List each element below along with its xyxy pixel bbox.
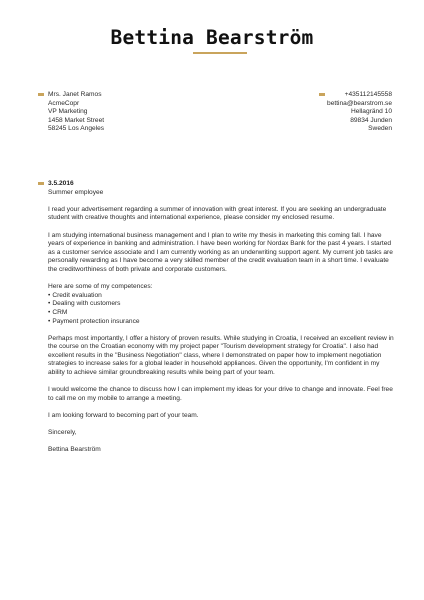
paragraph-intro: I read your advertisement regarding a summer of innovation with great interest. If you are seeking an undergraduate student with creative thoughts and international experience, please consider my enclosed resume. (48, 205, 387, 222)
recipient-company: AcmeCopr (48, 99, 80, 107)
sender-street: Hellagränd 10 (350, 108, 392, 116)
list-item: • Dealing with customers (48, 300, 398, 309)
recipient-street: 1458 Market Street (48, 116, 105, 124)
recipient-title: VP Marketing (48, 108, 88, 116)
sender-city: 89834 Junden (350, 116, 392, 124)
applicant-name: Bettina Bearström (110, 26, 314, 49)
recipient-address (48, 91, 104, 134)
paragraph-meeting: I would welcome the chance to discuss how I can implement my ideas for your drive to change and innovate. Feel free to call me on my mobile to arrange a meeting. (48, 386, 393, 402)
sender-contact (327, 91, 392, 134)
letter-body (48, 180, 398, 455)
sender-email: bettina@bearstrom.se (327, 99, 392, 107)
recipient-name: Mrs. Janet Ramos (48, 91, 102, 98)
closing: Sincerely, (48, 429, 77, 437)
list-item: • Credit evaluation (48, 292, 398, 301)
sender-marker-icon (319, 93, 325, 96)
letter-subject: Summer employee (48, 188, 104, 196)
competences-list (48, 292, 398, 326)
paragraph-looking-forward: I am looking forward to becoming part of your team. (48, 412, 199, 420)
date-marker-icon (38, 182, 44, 185)
list-item: • CRM (48, 309, 398, 318)
signature: Bettina Bearström (48, 446, 101, 454)
recipient-city: 58245 Los Angeles (48, 125, 105, 133)
header-accent-rule (193, 52, 247, 54)
paragraph-experience: I am studying international business management and I plan to write my thesis in marketing this coming fall. I have years of experience in banking and administration. I have been working for Nordax Bank for the past 4 years. I started as a customer service associate and I am currently working as an underwriting support agent. My current job tasks are personally rewarding as I have become a very skilled member of the credit evaluation team in a short time. I evaluate the creditworthiness of both private and corporate customers. (48, 231, 393, 273)
list-item: • Payment protection insurance (48, 318, 398, 327)
sender-country: Sweden (368, 125, 392, 133)
recipient-marker-icon (38, 93, 44, 96)
sender-phone: +435112145558 (344, 91, 392, 98)
paragraph-results: Perhaps most importantly, I offer a history of proven results. While studying in Croatia, I received an excellent review in the course on the Croatian economy with my project paper "Tourism development strategy for Croatia". I also had excellent results in the "Business Negotiation" class, where I demonstrated on paper how to implement negotiation strategies to increase sales for a global leader in household appliances. Given the opportunity, I'm confident in my ability to achieve similar groundbreaking results while being part of your team. (48, 334, 394, 377)
letter-date: 3.5.2016 (48, 180, 74, 187)
paragraph-competences-intro: Here are some of my competences: (48, 283, 153, 291)
